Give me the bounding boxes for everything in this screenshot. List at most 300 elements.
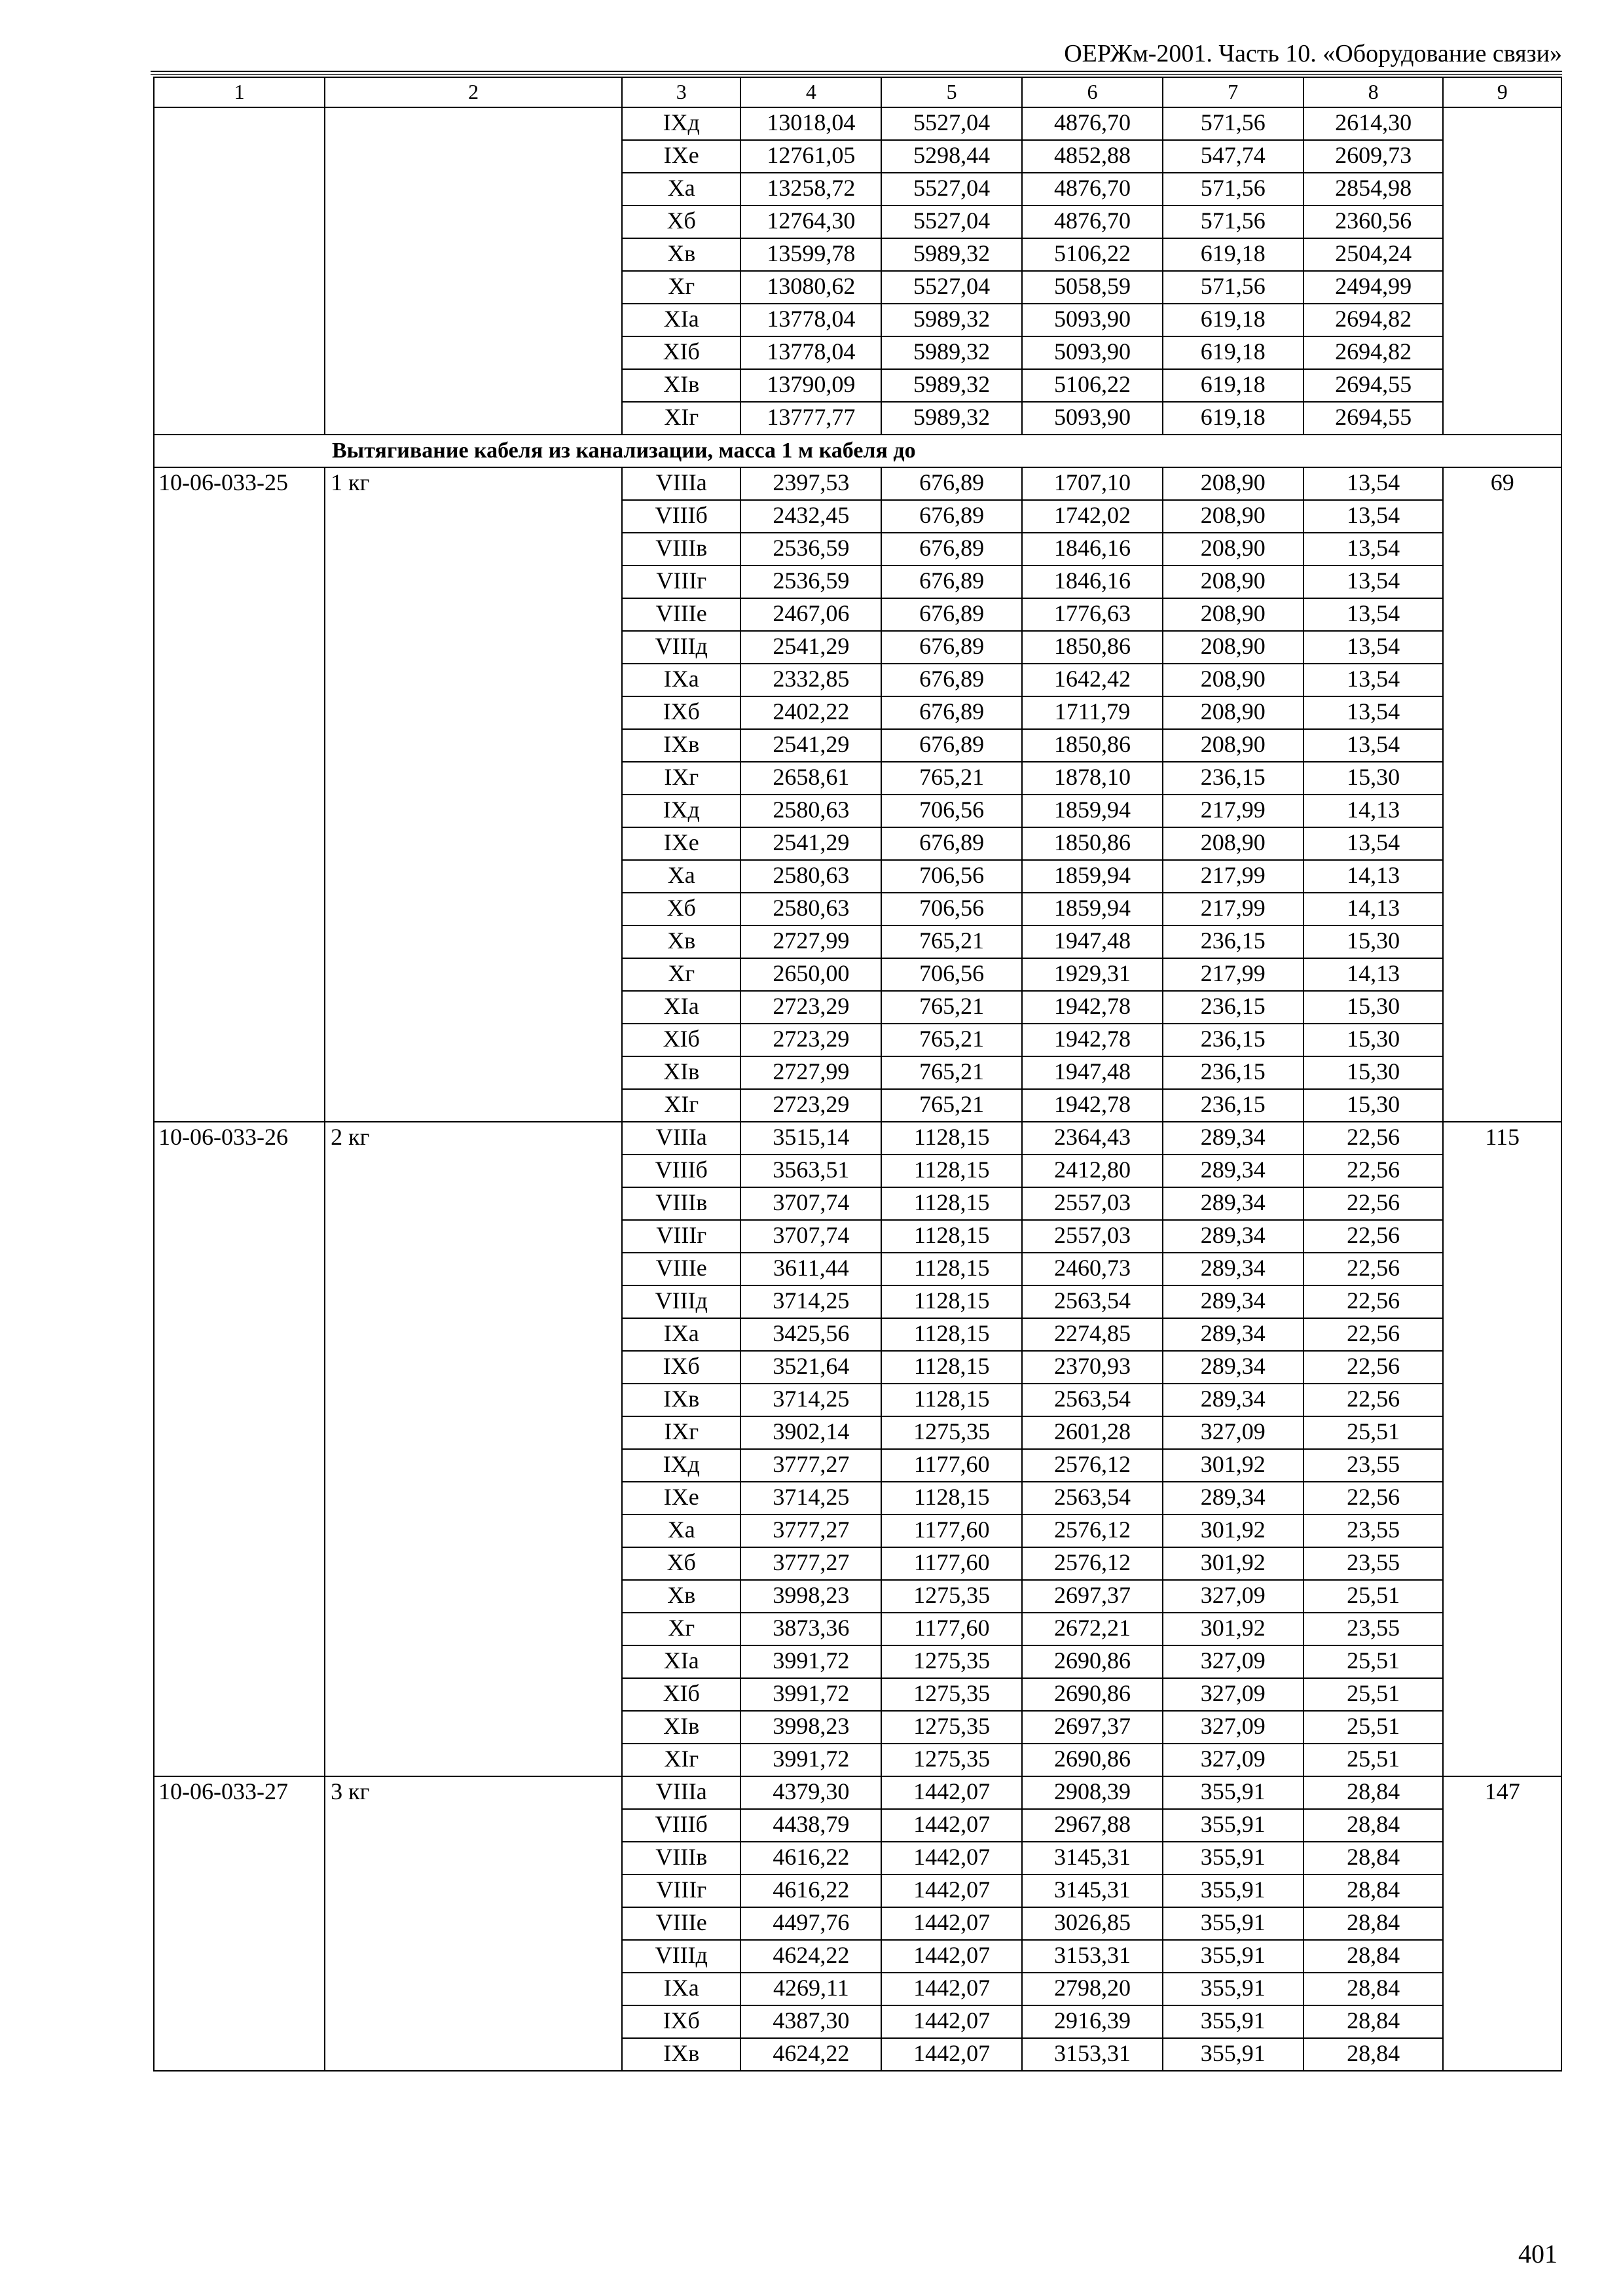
region-class-cell: VIIIд xyxy=(622,631,741,664)
column-number-row xyxy=(154,77,1561,107)
total-cost-cell: 13778,04 xyxy=(740,336,881,369)
materials-cost-cell: 15,30 xyxy=(1304,762,1444,795)
region-class-cell: XIб xyxy=(622,1024,741,1056)
operator-wages-cell: 208,90 xyxy=(1163,696,1304,729)
wages-cell: 765,21 xyxy=(881,925,1022,958)
total-cost-cell: 3902,14 xyxy=(740,1416,881,1449)
machine-cost-cell: 3153,31 xyxy=(1022,1940,1163,1973)
machine-cost-cell: 2563,54 xyxy=(1022,1482,1163,1515)
region-class-cell: Xа xyxy=(622,1515,741,1547)
materials-cost-cell: 13,54 xyxy=(1304,500,1444,533)
wages-cell: 1442,07 xyxy=(881,1874,1022,1907)
total-cost-cell: 12761,05 xyxy=(740,140,881,173)
machine-cost-cell: 2563,54 xyxy=(1022,1285,1163,1318)
machine-cost-cell: 2697,37 xyxy=(1022,1580,1163,1613)
machine-cost-cell: 5106,22 xyxy=(1022,238,1163,271)
operator-wages-cell: 547,74 xyxy=(1163,140,1304,173)
materials-cost-cell: 14,13 xyxy=(1304,958,1444,991)
materials-cost-cell: 2694,55 xyxy=(1304,369,1444,402)
materials-cost-cell: 25,51 xyxy=(1304,1678,1444,1711)
total-cost-cell: 4624,22 xyxy=(740,1940,881,1973)
machine-cost-cell: 2563,54 xyxy=(1022,1384,1163,1416)
wages-cell: 706,56 xyxy=(881,795,1022,827)
materials-cost-cell: 2694,55 xyxy=(1304,402,1444,435)
wages-cell: 1275,35 xyxy=(881,1711,1022,1744)
region-class-cell: VIIIа xyxy=(622,1776,741,1809)
machine-cost-cell: 2576,12 xyxy=(1022,1449,1163,1482)
machine-cost-cell: 2412,80 xyxy=(1022,1155,1163,1187)
materials-cost-cell: 13,54 xyxy=(1304,664,1444,696)
materials-cost-cell: 22,56 xyxy=(1304,1220,1444,1253)
wages-cell: 1275,35 xyxy=(881,1645,1022,1678)
machine-cost-cell: 4852,88 xyxy=(1022,140,1163,173)
materials-cost-cell: 22,56 xyxy=(1304,1187,1444,1220)
materials-cost-cell: 28,84 xyxy=(1304,2005,1444,2038)
machine-cost-cell: 1707,10 xyxy=(1022,467,1163,500)
region-class-cell: VIIIв xyxy=(622,533,741,565)
region-class-cell: Xв xyxy=(622,1580,741,1613)
total-cost-cell: 4616,22 xyxy=(740,1874,881,1907)
wages-cell: 5527,04 xyxy=(881,173,1022,206)
materials-cost-cell: 13,54 xyxy=(1304,827,1444,860)
region-class-cell: VIIIд xyxy=(622,1285,741,1318)
column-number: 7 xyxy=(1163,77,1304,107)
wages-cell: 1442,07 xyxy=(881,1842,1022,1874)
total-cost-cell: 3873,36 xyxy=(740,1613,881,1645)
total-cost-cell: 4269,11 xyxy=(740,1973,881,2005)
total-cost-cell: 2536,59 xyxy=(740,533,881,565)
materials-cost-cell: 22,56 xyxy=(1304,1285,1444,1318)
region-class-cell: XIг xyxy=(622,1744,741,1776)
machine-cost-cell: 5093,90 xyxy=(1022,402,1163,435)
wages-cell: 676,89 xyxy=(881,664,1022,696)
materials-cost-cell: 14,13 xyxy=(1304,860,1444,893)
materials-cost-cell: 23,55 xyxy=(1304,1547,1444,1580)
materials-cost-cell: 25,51 xyxy=(1304,1416,1444,1449)
region-class-cell: Xг xyxy=(622,271,741,304)
machine-cost-cell: 2908,39 xyxy=(1022,1776,1163,1809)
materials-cost-cell: 14,13 xyxy=(1304,795,1444,827)
operator-wages-cell: 355,91 xyxy=(1163,1907,1304,1940)
operator-wages-cell: 355,91 xyxy=(1163,1842,1304,1874)
region-class-cell: VIIIг xyxy=(622,1874,741,1907)
operator-wages-cell: 217,99 xyxy=(1163,860,1304,893)
machine-cost-cell: 2916,39 xyxy=(1022,2005,1163,2038)
machine-cost-cell: 5058,59 xyxy=(1022,271,1163,304)
materials-cost-cell: 23,55 xyxy=(1304,1515,1444,1547)
materials-cost-cell: 25,51 xyxy=(1304,1744,1444,1776)
machine-cost-cell: 2576,12 xyxy=(1022,1547,1163,1580)
wages-cell: 1442,07 xyxy=(881,1776,1022,1809)
region-class-cell: Xб xyxy=(622,1547,741,1580)
machine-cost-cell: 1846,16 xyxy=(1022,533,1163,565)
header-rule-thin xyxy=(151,74,1562,75)
wages-cell: 1275,35 xyxy=(881,1580,1022,1613)
wages-cell: 676,89 xyxy=(881,598,1022,631)
machine-cost-cell: 2672,21 xyxy=(1022,1613,1163,1645)
region-class-cell: VIIIб xyxy=(622,1809,741,1842)
machine-cost-cell: 1929,31 xyxy=(1022,958,1163,991)
region-class-cell: XIг xyxy=(622,402,741,435)
operator-wages-cell: 571,56 xyxy=(1163,173,1304,206)
machine-cost-cell: 1850,86 xyxy=(1022,827,1163,860)
wages-cell: 1128,15 xyxy=(881,1351,1022,1384)
operator-wages-cell: 571,56 xyxy=(1163,206,1304,238)
operator-wages-cell: 289,34 xyxy=(1163,1187,1304,1220)
table-row xyxy=(154,467,1561,500)
column-number: 3 xyxy=(622,77,741,107)
wages-cell: 1128,15 xyxy=(881,1220,1022,1253)
header-title: ОЕРЖм-2001. Часть 10. «Оборудование связи» xyxy=(1064,40,1562,67)
machine-cost-cell: 1850,86 xyxy=(1022,631,1163,664)
materials-cost-cell: 2614,30 xyxy=(1304,107,1444,140)
operator-wages-cell: 355,91 xyxy=(1163,1776,1304,1809)
wages-cell: 676,89 xyxy=(881,729,1022,762)
wages-cell: 676,89 xyxy=(881,696,1022,729)
machine-cost-cell: 5093,90 xyxy=(1022,336,1163,369)
page-number: 401 xyxy=(1518,2239,1558,2269)
total-cost-cell: 4624,22 xyxy=(740,2038,881,2071)
total-cost-cell: 3707,74 xyxy=(740,1220,881,1253)
materials-cost-cell: 2504,24 xyxy=(1304,238,1444,271)
total-cost-cell: 4497,76 xyxy=(740,1907,881,1940)
column-number: 5 xyxy=(881,77,1022,107)
region-class-cell: Xв xyxy=(622,238,741,271)
machine-cost-cell: 1742,02 xyxy=(1022,500,1163,533)
materials-cost-cell: 28,84 xyxy=(1304,1973,1444,2005)
total-cost-cell: 2402,22 xyxy=(740,696,881,729)
region-class-cell: VIIIб xyxy=(622,500,741,533)
total-cost-cell: 13018,04 xyxy=(740,107,881,140)
materials-cost-cell: 28,84 xyxy=(1304,2038,1444,2071)
region-class-cell: IXб xyxy=(622,1351,741,1384)
rate-code xyxy=(154,107,325,435)
operator-wages-cell: 208,90 xyxy=(1163,533,1304,565)
wages-cell: 1177,60 xyxy=(881,1547,1022,1580)
materials-cost-cell: 15,30 xyxy=(1304,925,1444,958)
region-class-cell: IXб xyxy=(622,2005,741,2038)
materials-cost-cell: 28,84 xyxy=(1304,1907,1444,1940)
total-cost-cell: 3515,14 xyxy=(740,1122,881,1155)
wages-cell: 765,21 xyxy=(881,762,1022,795)
materials-cost-cell: 25,51 xyxy=(1304,1580,1444,1613)
wages-cell: 676,89 xyxy=(881,500,1022,533)
wages-cell: 1177,60 xyxy=(881,1515,1022,1547)
operator-wages-cell: 327,09 xyxy=(1163,1645,1304,1678)
total-cost-cell: 2432,45 xyxy=(740,500,881,533)
total-cost-cell: 3991,72 xyxy=(740,1744,881,1776)
wages-cell: 1177,60 xyxy=(881,1449,1022,1482)
operator-wages-cell: 355,91 xyxy=(1163,1809,1304,1842)
region-class-cell: IXд xyxy=(622,795,741,827)
total-cost-cell: 4438,79 xyxy=(740,1809,881,1842)
total-cost-cell: 12764,30 xyxy=(740,206,881,238)
region-class-cell: VIIIе xyxy=(622,1253,741,1285)
machine-cost-cell: 2557,03 xyxy=(1022,1187,1163,1220)
region-class-cell: Xа xyxy=(622,173,741,206)
materials-cost-cell: 25,51 xyxy=(1304,1711,1444,1744)
wages-cell: 676,89 xyxy=(881,565,1022,598)
total-cost-cell: 2580,63 xyxy=(740,893,881,925)
total-cost-cell: 3714,25 xyxy=(740,1285,881,1318)
region-class-cell: IXа xyxy=(622,1973,741,2005)
rate-code: 10-06-033-25 xyxy=(154,467,325,1122)
operator-wages-cell: 217,99 xyxy=(1163,893,1304,925)
operator-wages-cell: 301,92 xyxy=(1163,1547,1304,1580)
column-number: 8 xyxy=(1304,77,1444,107)
materials-cost-cell: 25,51 xyxy=(1304,1645,1444,1678)
wages-cell: 5989,32 xyxy=(881,336,1022,369)
machine-cost-cell: 1947,48 xyxy=(1022,1056,1163,1089)
column-number: 9 xyxy=(1443,77,1561,107)
operator-wages-cell: 301,92 xyxy=(1163,1613,1304,1645)
machine-cost-cell: 1846,16 xyxy=(1022,565,1163,598)
materials-cost-cell: 14,13 xyxy=(1304,893,1444,925)
cable-mass: 2 кг xyxy=(325,1122,622,1776)
region-class-cell: XIб xyxy=(622,1678,741,1711)
total-cost-cell: 3714,25 xyxy=(740,1384,881,1416)
materials-cost-cell: 23,55 xyxy=(1304,1449,1444,1482)
machine-cost-cell: 4876,70 xyxy=(1022,173,1163,206)
materials-cost-cell: 2609,73 xyxy=(1304,140,1444,173)
labor-cost-cell xyxy=(1443,107,1561,435)
materials-cost-cell: 23,55 xyxy=(1304,1613,1444,1645)
wages-cell: 706,56 xyxy=(881,958,1022,991)
header-rule xyxy=(151,71,1562,72)
total-cost-cell: 2467,06 xyxy=(740,598,881,631)
column-number: 6 xyxy=(1022,77,1163,107)
total-cost-cell: 2723,29 xyxy=(740,1024,881,1056)
total-cost-cell: 13080,62 xyxy=(740,271,881,304)
region-class-cell: IXб xyxy=(622,696,741,729)
materials-cost-cell: 2360,56 xyxy=(1304,206,1444,238)
machine-cost-cell: 1878,10 xyxy=(1022,762,1163,795)
wages-cell: 676,89 xyxy=(881,467,1022,500)
operator-wages-cell: 208,90 xyxy=(1163,565,1304,598)
machine-cost-cell: 2690,86 xyxy=(1022,1645,1163,1678)
total-cost-cell: 3998,23 xyxy=(740,1711,881,1744)
wages-cell: 1128,15 xyxy=(881,1318,1022,1351)
total-cost-cell: 2541,29 xyxy=(740,729,881,762)
operator-wages-cell: 327,09 xyxy=(1163,1678,1304,1711)
total-cost-cell: 2658,61 xyxy=(740,762,881,795)
operator-wages-cell: 571,56 xyxy=(1163,107,1304,140)
operator-wages-cell: 236,15 xyxy=(1163,1024,1304,1056)
operator-wages-cell: 301,92 xyxy=(1163,1449,1304,1482)
materials-cost-cell: 13,54 xyxy=(1304,729,1444,762)
operator-wages-cell: 236,15 xyxy=(1163,991,1304,1024)
machine-cost-cell: 1859,94 xyxy=(1022,860,1163,893)
total-cost-cell: 3521,64 xyxy=(740,1351,881,1384)
machine-cost-cell: 2697,37 xyxy=(1022,1711,1163,1744)
materials-cost-cell: 22,56 xyxy=(1304,1482,1444,1515)
materials-cost-cell: 22,56 xyxy=(1304,1155,1444,1187)
wages-cell: 1128,15 xyxy=(881,1122,1022,1155)
total-cost-cell: 3777,27 xyxy=(740,1547,881,1580)
table-row xyxy=(154,1776,1561,1809)
machine-cost-cell: 2370,93 xyxy=(1022,1351,1163,1384)
total-cost-cell: 2723,29 xyxy=(740,1089,881,1122)
total-cost-cell: 3777,27 xyxy=(740,1449,881,1482)
cable-mass xyxy=(325,107,622,435)
machine-cost-cell: 2460,73 xyxy=(1022,1253,1163,1285)
total-cost-cell: 13777,77 xyxy=(740,402,881,435)
total-cost-cell: 4387,30 xyxy=(740,2005,881,2038)
labor-cost-cell: 147 xyxy=(1443,1776,1561,2071)
machine-cost-cell: 1850,86 xyxy=(1022,729,1163,762)
wages-cell: 1128,15 xyxy=(881,1155,1022,1187)
region-class-cell: VIIIе xyxy=(622,598,741,631)
wages-cell: 1177,60 xyxy=(881,1613,1022,1645)
operator-wages-cell: 289,34 xyxy=(1163,1253,1304,1285)
region-class-cell: XIа xyxy=(622,991,741,1024)
wages-cell: 1442,07 xyxy=(881,1940,1022,1973)
machine-cost-cell: 2967,88 xyxy=(1022,1809,1163,1842)
wages-cell: 5989,32 xyxy=(881,238,1022,271)
total-cost-cell: 4379,30 xyxy=(740,1776,881,1809)
region-class-cell: IXе xyxy=(622,1482,741,1515)
machine-cost-cell: 3145,31 xyxy=(1022,1842,1163,1874)
total-cost-cell: 2727,99 xyxy=(740,925,881,958)
cable-mass: 3 кг xyxy=(325,1776,622,2071)
total-cost-cell: 2580,63 xyxy=(740,860,881,893)
region-class-cell: Xб xyxy=(622,206,741,238)
wages-cell: 676,89 xyxy=(881,631,1022,664)
operator-wages-cell: 208,90 xyxy=(1163,598,1304,631)
machine-cost-cell: 1942,78 xyxy=(1022,1089,1163,1122)
operator-wages-cell: 289,34 xyxy=(1163,1482,1304,1515)
total-cost-cell: 13599,78 xyxy=(740,238,881,271)
region-class-cell: IXд xyxy=(622,1449,741,1482)
table-row xyxy=(154,1122,1561,1155)
total-cost-cell: 2541,29 xyxy=(740,827,881,860)
wages-cell: 676,89 xyxy=(881,533,1022,565)
operator-wages-cell: 327,09 xyxy=(1163,1580,1304,1613)
wages-cell: 5298,44 xyxy=(881,140,1022,173)
materials-cost-cell: 13,54 xyxy=(1304,467,1444,500)
wages-cell: 1275,35 xyxy=(881,1416,1022,1449)
total-cost-cell: 3991,72 xyxy=(740,1678,881,1711)
operator-wages-cell: 355,91 xyxy=(1163,1874,1304,1907)
wages-cell: 1275,35 xyxy=(881,1744,1022,1776)
machine-cost-cell: 5106,22 xyxy=(1022,369,1163,402)
machine-cost-cell: 2364,43 xyxy=(1022,1122,1163,1155)
wages-cell: 765,21 xyxy=(881,1056,1022,1089)
machine-cost-cell: 3153,31 xyxy=(1022,2038,1163,2071)
total-cost-cell: 3991,72 xyxy=(740,1645,881,1678)
operator-wages-cell: 289,34 xyxy=(1163,1122,1304,1155)
total-cost-cell: 3611,44 xyxy=(740,1253,881,1285)
region-class-cell: IXд xyxy=(622,107,741,140)
operator-wages-cell: 355,91 xyxy=(1163,2038,1304,2071)
table-body xyxy=(154,107,1561,2071)
wages-cell: 5527,04 xyxy=(881,206,1022,238)
machine-cost-cell: 1859,94 xyxy=(1022,893,1163,925)
region-class-cell: IXе xyxy=(622,827,741,860)
operator-wages-cell: 208,90 xyxy=(1163,500,1304,533)
region-class-cell: VIIIд xyxy=(622,1940,741,1973)
machine-cost-cell: 3145,31 xyxy=(1022,1874,1163,1907)
materials-cost-cell: 15,30 xyxy=(1304,1024,1444,1056)
region-class-cell: XIв xyxy=(622,369,741,402)
region-class-cell: XIв xyxy=(622,1711,741,1744)
materials-cost-cell: 28,84 xyxy=(1304,1809,1444,1842)
operator-wages-cell: 217,99 xyxy=(1163,795,1304,827)
total-cost-cell: 3714,25 xyxy=(740,1482,881,1515)
operator-wages-cell: 355,91 xyxy=(1163,1940,1304,1973)
machine-cost-cell: 2576,12 xyxy=(1022,1515,1163,1547)
column-number: 1 xyxy=(154,77,325,107)
operator-wages-cell: 619,18 xyxy=(1163,336,1304,369)
materials-cost-cell: 22,56 xyxy=(1304,1122,1444,1155)
region-class-cell: Xб xyxy=(622,893,741,925)
region-class-cell: VIIIг xyxy=(622,565,741,598)
total-cost-cell: 2580,63 xyxy=(740,795,881,827)
total-cost-cell: 3563,51 xyxy=(740,1155,881,1187)
machine-cost-cell: 4876,70 xyxy=(1022,206,1163,238)
operator-wages-cell: 355,91 xyxy=(1163,1973,1304,2005)
region-class-cell: IXв xyxy=(622,729,741,762)
wages-cell: 676,89 xyxy=(881,827,1022,860)
operator-wages-cell: 355,91 xyxy=(1163,2005,1304,2038)
operator-wages-cell: 619,18 xyxy=(1163,238,1304,271)
wages-cell: 1442,07 xyxy=(881,1973,1022,2005)
materials-cost-cell: 22,56 xyxy=(1304,1318,1444,1351)
wages-cell: 1275,35 xyxy=(881,1678,1022,1711)
machine-cost-cell: 1642,42 xyxy=(1022,664,1163,696)
wages-cell: 5989,32 xyxy=(881,402,1022,435)
machine-cost-cell: 1776,63 xyxy=(1022,598,1163,631)
operator-wages-cell: 289,34 xyxy=(1163,1384,1304,1416)
region-class-cell: Xг xyxy=(622,1613,741,1645)
cable-mass: 1 кг xyxy=(325,467,622,1122)
wages-cell: 1128,15 xyxy=(881,1187,1022,1220)
machine-cost-cell: 3026,85 xyxy=(1022,1907,1163,1940)
machine-cost-cell: 1947,48 xyxy=(1022,925,1163,958)
operator-wages-cell: 208,90 xyxy=(1163,729,1304,762)
total-cost-cell: 3707,74 xyxy=(740,1187,881,1220)
machine-cost-cell: 2690,86 xyxy=(1022,1678,1163,1711)
wages-cell: 706,56 xyxy=(881,893,1022,925)
operator-wages-cell: 619,18 xyxy=(1163,369,1304,402)
operator-wages-cell: 327,09 xyxy=(1163,1711,1304,1744)
wages-cell: 5527,04 xyxy=(881,107,1022,140)
materials-cost-cell: 2854,98 xyxy=(1304,173,1444,206)
region-class-cell: VIIIа xyxy=(622,467,741,500)
machine-cost-cell: 5093,90 xyxy=(1022,304,1163,336)
operator-wages-cell: 236,15 xyxy=(1163,762,1304,795)
materials-cost-cell: 13,54 xyxy=(1304,631,1444,664)
section-title: Вытягивание кабеля из канализации, масса 1 м кабеля до xyxy=(154,435,1561,467)
wages-cell: 1442,07 xyxy=(881,2038,1022,2071)
materials-cost-cell: 2694,82 xyxy=(1304,304,1444,336)
region-class-cell: Xа xyxy=(622,860,741,893)
operator-wages-cell: 289,34 xyxy=(1163,1155,1304,1187)
operator-wages-cell: 208,90 xyxy=(1163,467,1304,500)
region-class-cell: IXв xyxy=(622,2038,741,2071)
wages-cell: 1442,07 xyxy=(881,2005,1022,2038)
labor-cost-cell: 115 xyxy=(1443,1122,1561,1776)
materials-cost-cell: 13,54 xyxy=(1304,533,1444,565)
region-class-cell: VIIIв xyxy=(622,1187,741,1220)
operator-wages-cell: 327,09 xyxy=(1163,1416,1304,1449)
region-class-cell: XIа xyxy=(622,304,741,336)
materials-cost-cell: 28,84 xyxy=(1304,1842,1444,1874)
materials-cost-cell: 13,54 xyxy=(1304,598,1444,631)
machine-cost-cell: 1942,78 xyxy=(1022,991,1163,1024)
materials-cost-cell: 28,84 xyxy=(1304,1874,1444,1907)
machine-cost-cell: 4876,70 xyxy=(1022,107,1163,140)
